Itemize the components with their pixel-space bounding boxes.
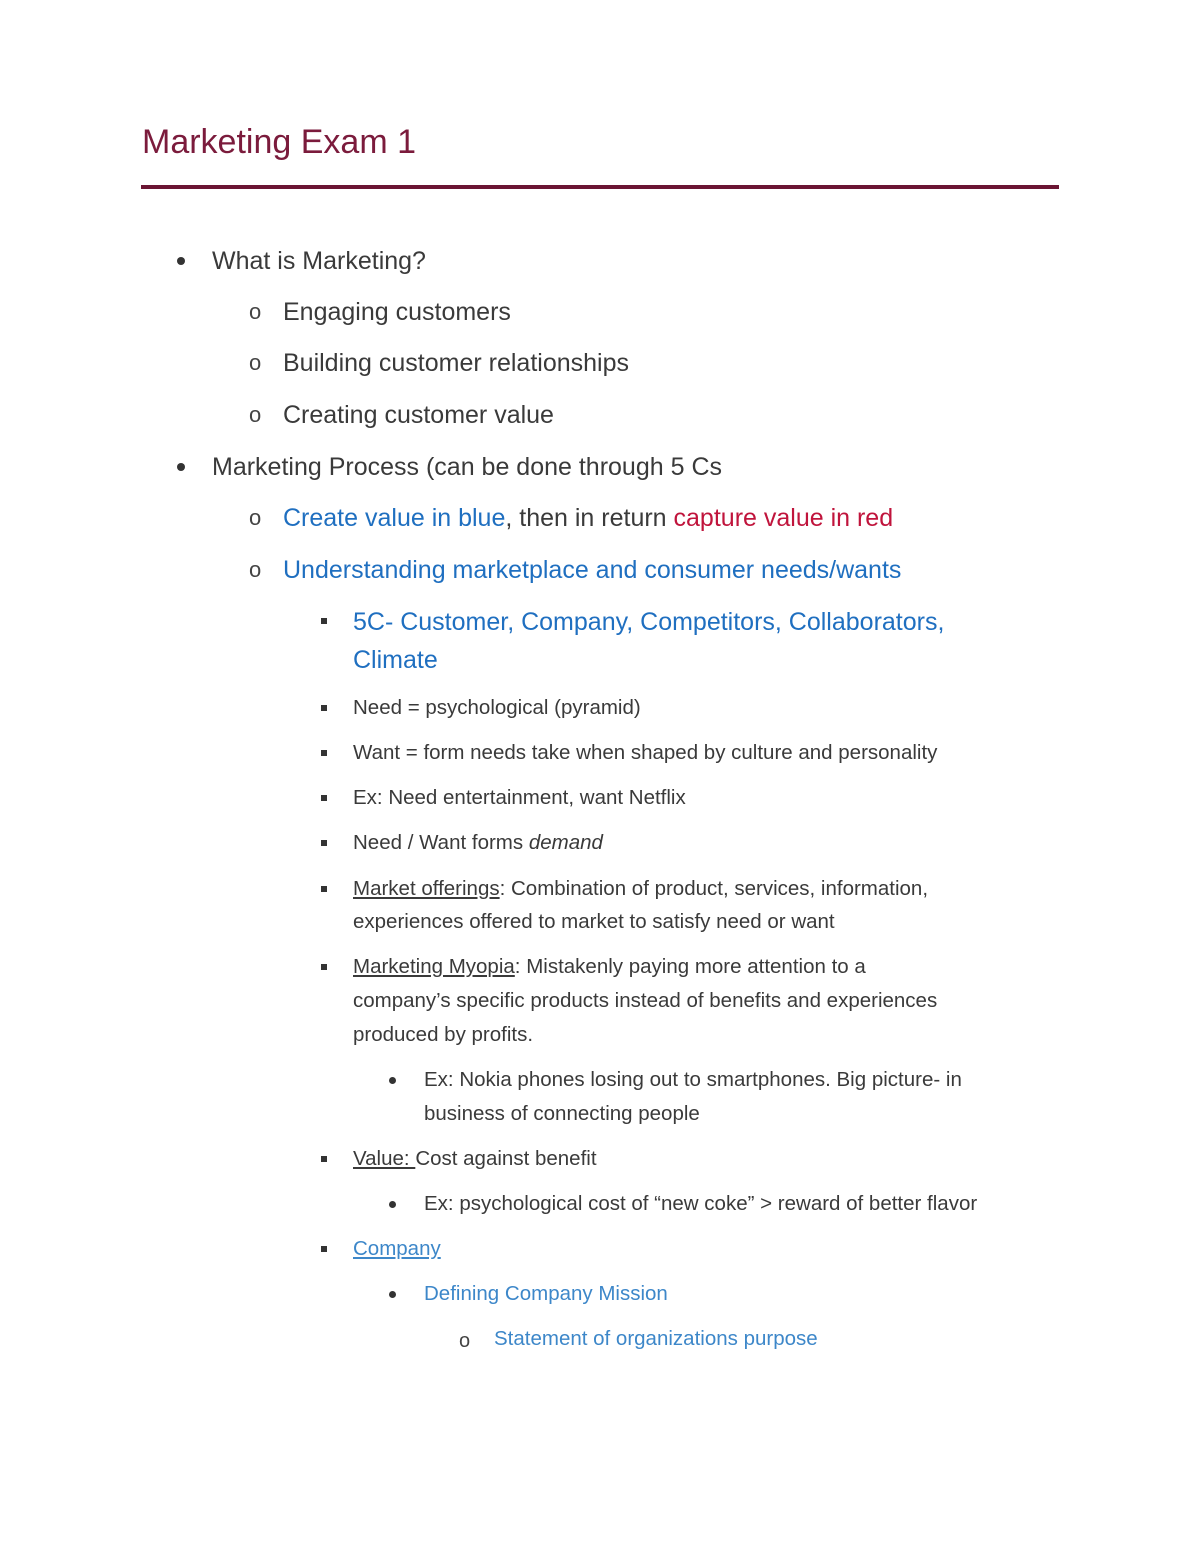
list-item-market-offerings-line2: experiences offered to market to satisfy need or want (353, 910, 835, 933)
marketing-myopia-def: : Mistakenly paying more attention to a (514, 955, 866, 978)
bullet-square-icon (321, 1246, 327, 1252)
marketing-myopia-term: Marketing Myopia (353, 955, 515, 978)
list-item-need-want-demand (353, 826, 603, 860)
list-item-marketing-process: Marketing Process (can be done through 5 Cs (212, 453, 722, 481)
bullet-square-icon (321, 886, 327, 892)
list-item-ex-need: Ex: Need entertainment, want Netflix (353, 786, 686, 809)
list-item-myopia-line1 (353, 950, 866, 984)
list-item-company: Company (353, 1237, 441, 1260)
list-item-what-is-marketing: What is Marketing? (212, 247, 426, 275)
need-want-text: Need / Want forms (353, 831, 529, 854)
list-item-value (353, 1142, 597, 1176)
capture-value-text: capture value in red (673, 504, 894, 532)
bullet-dot-icon (389, 1291, 396, 1298)
create-value-text: Create value in blue (283, 504, 506, 532)
list-item-engaging: Engaging customers (283, 298, 511, 326)
bullet-circle-icon: o (249, 557, 262, 582)
bullet-square-icon (321, 795, 327, 801)
list-item-understanding: Understanding marketplace and consumer needs/wants (283, 556, 902, 584)
list-item-5c-line1: 5C- Customer, Company, Competitors, Collaborators, (353, 608, 945, 636)
list-item-creating: Creating customer value (283, 401, 554, 429)
list-item-want: Want = form needs take when shaped by culture and personality (353, 741, 938, 764)
list-item-market-offerings-line1 (353, 872, 928, 906)
bullet-square-icon (321, 964, 327, 970)
list-item-new-coke: Ex: psychological cost of “new coke” > reward of better flavor (424, 1192, 978, 1215)
demand-text: demand (528, 831, 603, 854)
bullet-square-icon (321, 705, 327, 711)
bullet-dot-icon (389, 1077, 396, 1084)
list-item-nokia-line1: Ex: Nokia phones losing out to smartphones. Big picture- in (424, 1068, 962, 1091)
list-item-5c-line2: Climate (353, 646, 438, 674)
market-offerings-term: Market offerings (353, 877, 500, 900)
bullet-dot-icon (389, 1201, 396, 1208)
then-text: , then in return (505, 504, 674, 532)
list-item-statement: Statement of organizations purpose (494, 1327, 818, 1350)
bullet-square-icon (321, 840, 327, 846)
list-item-defining-mission: Defining Company Mission (424, 1282, 668, 1305)
bullet-square-icon (321, 618, 327, 624)
list-item-myopia-line3: produced by profits. (353, 1023, 534, 1046)
bullet-circle-icon: o (249, 299, 262, 324)
list-item-nokia-line2: business of connecting people (424, 1102, 700, 1125)
market-offerings-def: : Combination of product, services, information, (499, 877, 929, 900)
title-divider (141, 185, 1059, 189)
list-item-need: Need = psychological (pyramid) (353, 696, 641, 719)
list-item-myopia-line2: company’s specific products instead of benefits and experiences (353, 989, 938, 1012)
bullet-circle-icon: o (459, 1330, 471, 1352)
bullet-circle-icon: o (249, 402, 262, 427)
page-title: Marketing Exam 1 (142, 123, 416, 161)
bullet-circle-icon: o (249, 505, 262, 530)
list-item-create-capture (283, 501, 893, 535)
bullet-dot-icon (177, 257, 185, 265)
bullet-square-icon (321, 750, 327, 756)
list-item-building: Building customer relationships (283, 349, 630, 377)
bullet-square-icon (321, 1156, 327, 1162)
value-term: Value: (353, 1147, 416, 1170)
bullet-dot-icon (177, 463, 185, 471)
value-def: Cost against benefit (415, 1147, 597, 1170)
bullet-circle-icon: o (249, 350, 262, 375)
